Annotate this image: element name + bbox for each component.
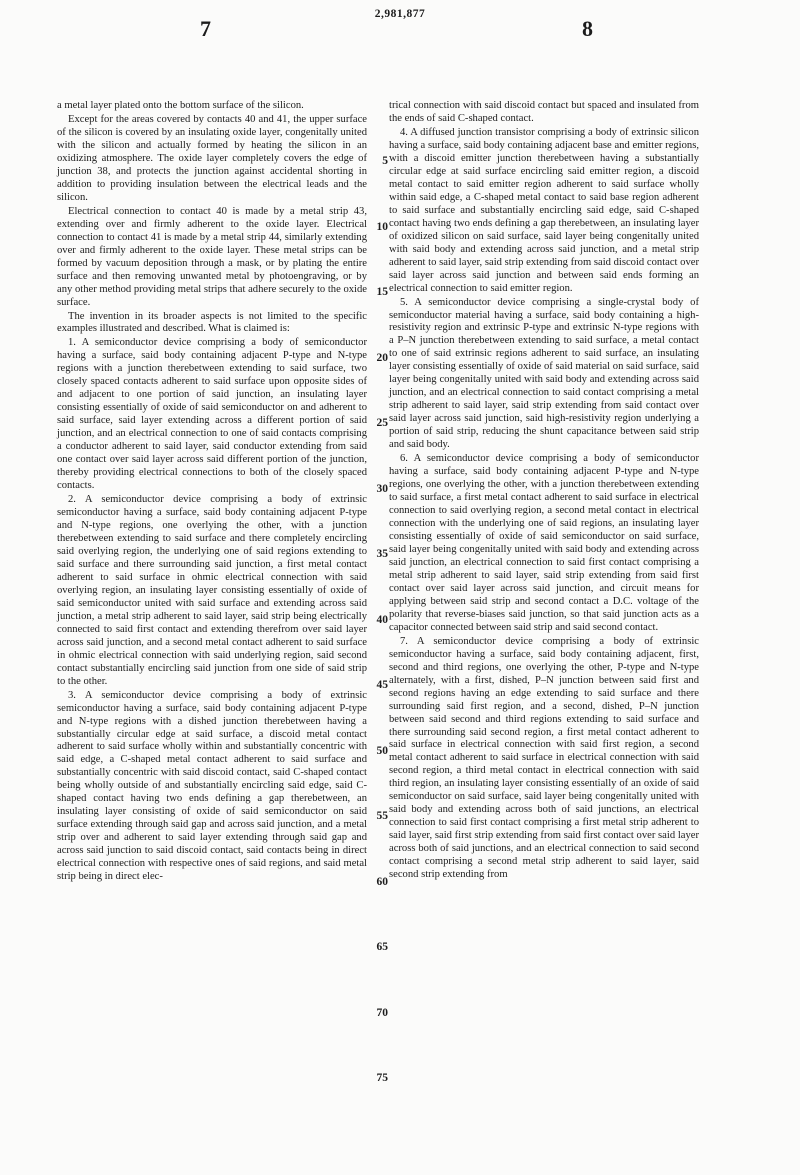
line-number: 65	[376, 941, 388, 953]
paragraph: Except for the areas covered by contacts 40 and 41, the upper surface of the silicon is covered by an insulating oxide layer, congenitally united with the silicon and actually formed by heating the silicon in an oxidizing atmosphere. The oxide layer completely covers the edge of junction 38, and protects the junction against accidental shorting in addition to providing insulation between the electrical leads and the silicon.	[57, 113, 367, 203]
line-number: 60	[376, 876, 388, 888]
left-text-column	[57, 100, 367, 885]
line-number: 25	[376, 417, 388, 429]
paragraph: trical connection with said discoid contact but spaced and insulated from the ends of said C-shaped contact.	[389, 100, 699, 124]
paragraph: a metal layer plated onto the bottom surface of the silicon.	[57, 100, 304, 111]
paragraph: Electrical connection to contact 40 is made by a metal strip 43, extending over and firmly adherent to the oxide layer. Electrical connection to contact 41 is made by a metal strip 44, similarly extending over and firmly adherent to the oxide layer. These metal strips can be formed by vacuum deposition through a mask, or by plating the entire surface and then removing unwanted metal by photoengraving, or by any other method providing metal strips that adhere securely to the oxide surface.	[57, 205, 367, 308]
claim-4: 4. A diffused junction transistor comprising a body of extrinsic silicon having a surface, said body containing adjacent base and emitter regions, with a discoid emitter junction therebetween having a substantially circular edge at said surface encircling said emitter region, a discoid metal contact to said emitter region adherent to said surface wholly within said edge, a C-shaped metal contact to said base region adherent to said surface and substantially encircling said edge, said C-shaped contact having two ends defining a gap therebetween, an insulating layer of oxidized silicon on said surface, said layer being congenitally united with said body and extending across said junction, and a metal strip adherent to said layer, said strip extending from said discoid contact over said layer across said junction and between said ends forming an electrical connection to said emitter region.	[389, 126, 699, 294]
line-number: 75	[376, 1072, 388, 1084]
claim-7: 7. A semiconductor device comprising a body of extrinsic semiconductor having a surface, said body containing adjacent, first, second and third regions, one overlying the other, P-type and N-type alternately, with a first, dished, P–N junction between said first and second regions having an edge extending to said surface and there surrounding said first region, and a second, dished, P–N junction between said second and third regions extending to said surface and there surrounding said second region, a first metal contact adherent to said surface in electrical connection with said first region, a second metal contact adherent to said surface in electrical connection with said second region, a third metal contact in electrical connection with said third region, an insulating layer consisting essentially of an oxide of said semiconductor on said surface, said layer being congenitally united with said body and extending across both of said junctions, an electrical connection to said first contact comprising a first metal strip adherent to said layer, said first strip extending from said first contact over said layer across both of said junctions, and an electrical connection to said second contact comprising a second metal strip adherent to said layer, said second strip extending from	[389, 635, 699, 881]
line-number: 30	[376, 483, 388, 495]
paragraph: The invention in its broader aspects is not limited to the specific examples illustrated and described. What is claimed is:	[57, 310, 367, 335]
line-number: 10	[376, 221, 388, 233]
line-number: 40	[376, 614, 388, 626]
claim-2: 2. A semiconductor device comprising a body of extrinsic semiconductor having a surface, said body containing adjacent P-type and N-type regions, one overlying the other, with a junction therebetween extending to said surface and there completely encircling said overlying region, the underlying one of said regions extending to said surface and there surrounding said junction, a first metal contact adherent to said surface in ohmic electrical connection with said overlying region, an insulating layer consisting essentially of oxide of said semiconductor united with said surface and extending across said junction, a metal strip adherent to said layer, said strip being electrically connected to said first contact and extending therefrom over said layer across said junction, and a second metal contact adherent to said surface in ohmic electrical connection with said underlying region, said second contact substantially encircling said junction from one side of said strip to the other.	[57, 494, 367, 687]
line-number: 15	[376, 286, 388, 298]
line-number: 5	[382, 155, 388, 167]
line-number: 20	[376, 352, 388, 364]
page-header	[0, 0, 800, 110]
claim-5: 5. A semiconductor device comprising a single-crystal body of semiconductor material having a surface, said body containing a high-resistivity region and extrinsic P-type and extrinsic N-type regions with a P–N junction therebetween extending to said surface, a metal contact to one of said extrinsic regions adherent to said surface, an insulating layer consisting essentially of oxide of said material on said surface, said layer being congenitally united with said body and extending across said junction, and an electrical connection to said contact comprising a metal strip adherent to said layer, said strip extending from said contact over said layer across said junction, said high-resistivity region underlying a portion of said strip, reducing the shunt capacitance between said strip and said body.	[389, 296, 699, 451]
patent-number: 2,981,877	[374, 8, 426, 20]
line-number: 45	[376, 679, 388, 691]
right-text-column	[389, 100, 699, 883]
claim-3: 3. A semiconductor device comprising a body of extrinsic semiconductor having a surface, said body containing adjacent P-type and N-type regions with a dished junction therebetween having a substantially circular edge at said surface, a discoid metal contact adherent to said surface wholly within and substantially concentric with said edge, a C-shaped metal contact adherent to said surface and substantially concentric with said discoid contact, said C-shaped contact being wholly outside of and substantially encircling said edge, said C-shaped contact having two ends defining a gap therebetween, an insulating layer consisting of oxide of said semiconductor on said surface extending through said gap and across said junction, and a metal strip over and adherent to said layer extending through said gap and across said junction to said discoid contact, said contacts being in direct electrical connection with respective ones of said regions, and said metal strip being in direct elec-	[57, 689, 367, 883]
claim-6: 6. A semiconductor device comprising a body of semiconductor having a surface, said body containing adjacent P-type and N-type regions, one overlying the other, with a junction therebetween extending to said surface, a first metal contact adherent to said surface in electrical connection to said overlying region, a second metal contact in electrical connection with the underlying one of said regions, an insulating layer consisting essentially of oxide of said semiconductor on said surface, said layer being congenitally united with said body and extending across said junction, an electrical connection to said first contact comprising a metal strip adherent to said layer, said strip extending from said first contact over said layer across said junction, and circuit means for applying between said strip and second contact a D.C. voltage of the polarity that reverse-biases said junction, so that said junction acts as a capacitor connected between said strip and said second contact.	[389, 453, 699, 633]
left-column-number: 7	[200, 16, 211, 41]
right-column-number: 8	[582, 16, 593, 41]
line-number: 55	[376, 810, 388, 822]
line-number: 35	[376, 548, 388, 560]
line-number: 50	[376, 745, 388, 757]
line-number: 70	[376, 1007, 388, 1019]
claim-1: 1. A semiconductor device comprising a body of semiconductor having a surface, said body containing adjacent P-type and N-type regions with a junction therebetween extending to said surface, two closely spaced contacts adherent to said surface upon opposite sides of and adjacent to one portion of said junction, an insulating layer consisting essentially of oxide of said semiconductor on and adherent to said surface, said layer extending across a different portion of said junction, and an electrical connection to one of said contacts comprising a conductor adherent to said layer, said conductor extending from said one contact over said layer across said different portion of the junction, thereby providing electrical connections to both of the closely spaced contacts.	[57, 337, 367, 492]
